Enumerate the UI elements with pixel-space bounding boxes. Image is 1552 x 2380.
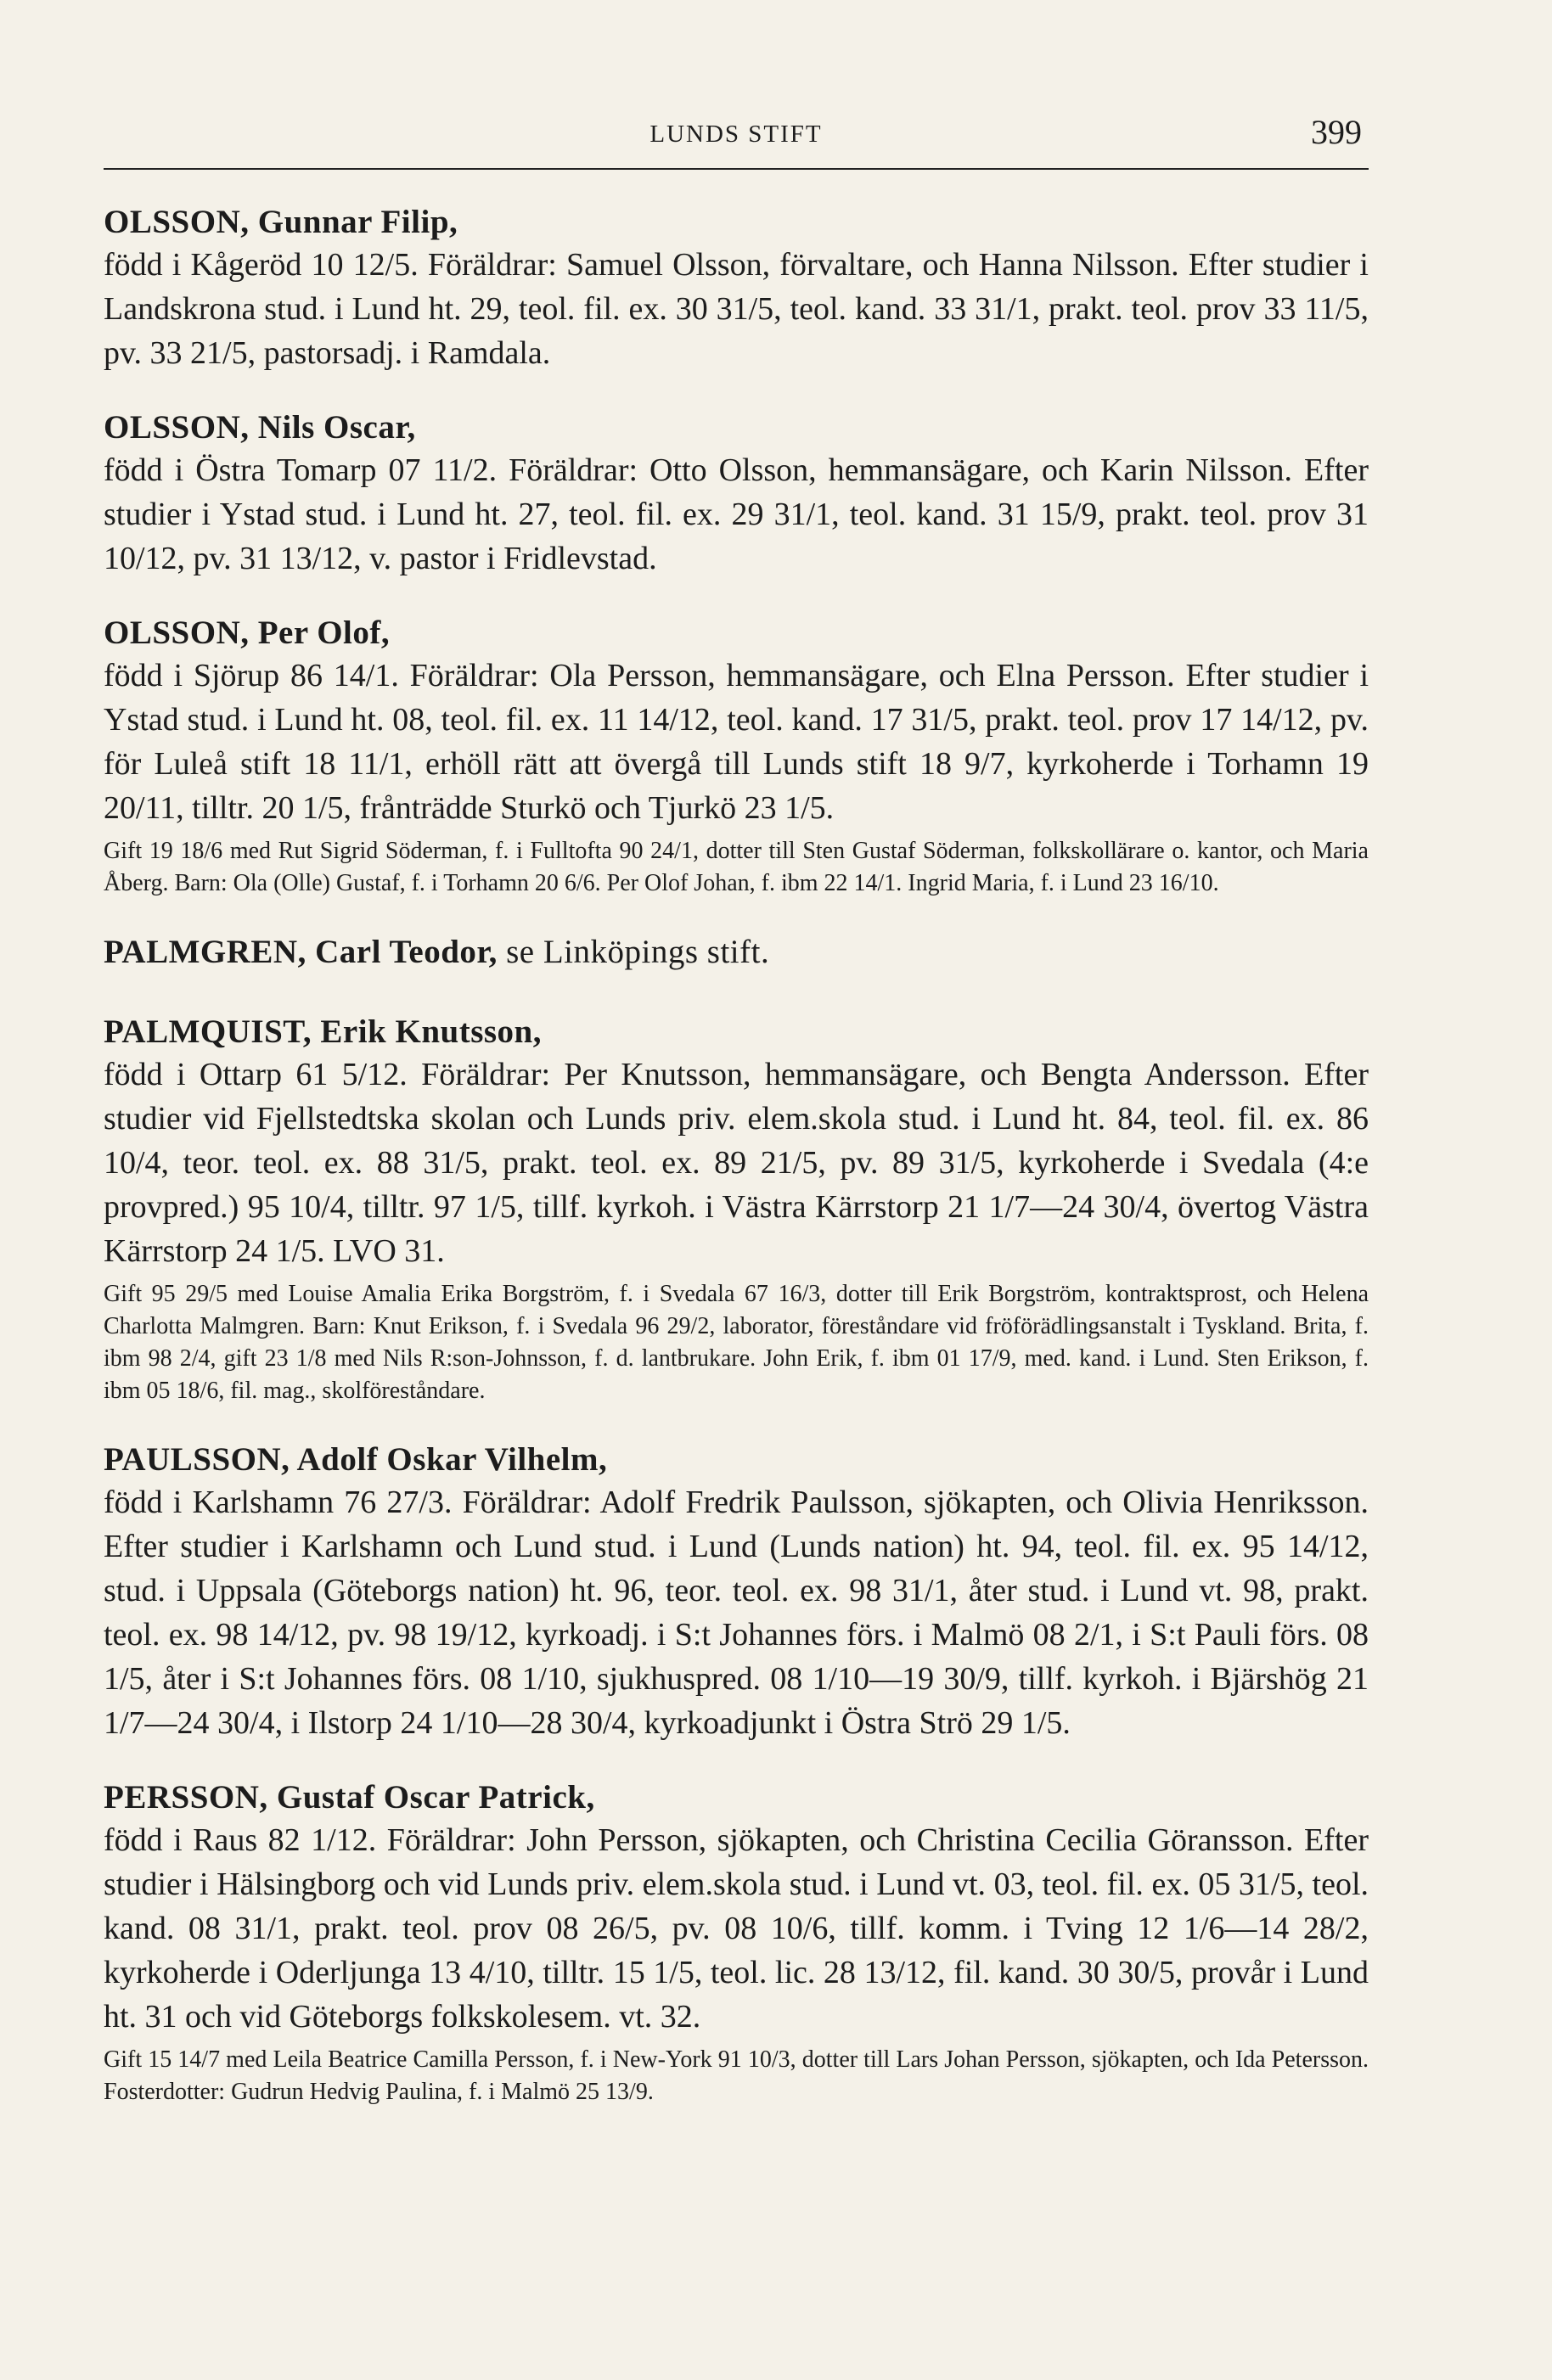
entry-name: OLSSON, Per Olof, [104,615,391,651]
entry-palmgren [104,932,1369,973]
entry-olsson-nils [104,407,1369,581]
entry-name-text: PALMGREN, Carl Teodor, [104,934,498,970]
entry-bio: född i Kågeröd 10 12/5. Föräldrar: Samuel Olsson, förvaltare, och Hanna Nilsson. Efter studier i Landskrona stud. i Lund ht. 29, teol. fil. ex. 30 31/5, teol. kand. 33 31/1, prakt. teol. prov 33 11/5, pv. 33 21/5, pastorsadj. i Ramdala. [104,247,1369,371]
entry-family: Gift 15 14/7 med Leila Beatrice Camilla Persson, f. i New-York 91 10/3, dotter till Lars Johan Persson, sjökapten, och Ida Petersson. Fosterdotter: Gudrun Hedvig Paulina, f. i Malmö 25 13/9. [104,2046,1369,2105]
entry-bio: född i Sjörup 86 14/1. Föräldrar: Ola Persson, hemmansägare, och Elna Persson. Efter studier i Ystad stud. i Lund ht. 08, teol. fil. ex. 11 14/12, teol. kand. 17 31/5, prakt. teol. prov 17 14/12, pv. för Luleå stift 18 11/1, erhöll rätt att övergå till Lunds stift 18 9/7, kyrkoherde i Torhamn 19 20/11, tilltr. 20 1/5, frånträdde Sturkö och Tjurkö 23 1/5. [104,658,1369,826]
entry-paulsson [104,1440,1369,1745]
entries-column [104,202,1369,2141]
entry-persson [104,1777,1369,2108]
entry-palmquist [104,1012,1369,1407]
entry-bio: född i Karlshamn 76 27/3. Föräldrar: Adolf Fredrik Paulsson, sjökapten, och Olivia Henriksson. Efter studier i Karlshamn och Lund stud. i Lund (Lunds nation) ht. 94, teol. fil. ex. 95 14/12, stud. i Uppsala (Göteborgs nation) ht. 96, teor. teol. ex. 98 31/1, åter stud. i Lund vt. 98, prakt. teol. ex. 98 14/12, pv. 98 19/12, kyrkoadj. i S:t Johannes förs. i Malmö 08 2/1, i S:t Pauli förs. 08 1/5, åter i S:t Johannes förs. 08 1/10, sjukhuspred. 08 1/10—19 30/9, tillf. kyrkoh. i Bjärshög 21 1/7—24 30/4, i Ilstorp 24 1/10—28 30/4, kyrkoadjunkt i Östra Strö 29 1/5. [104,1485,1369,1741]
entry-name: OLSSON, Nils Oscar, [104,409,416,446]
running-head-title: LUNDS STIFT [649,121,823,148]
entry-name: PAULSSON, Adolf Oskar Vilhelm, [104,1441,608,1478]
entry-olsson-per [104,613,1369,900]
entry-bio: född i Ottarp 61 5/12. Föräldrar: Per Knutsson, hemmansägare, och Bengta Andersson. Efter studier vid Fjellstedtska skolan och Lunds priv. elem.skola stud. i Lund ht. 84, teol. fil. ex. 86 10/4, teor. teol. ex. 88 31/5, prakt. teol. ex. 89 21/5, pv. 89 31/5, kyrkoherde i Svedala (4:e provpred.) 95 10/4, tilltr. 97 1/5, tillf. kyrkoh. i Västra Kärrstorp 21 1/7—24 30/4, övertog Västra Kärrstorp 24 1/5. LVO 31. [104,1057,1369,1269]
entry-bio: född i Östra Tomarp 07 11/2. Föräldrar: Otto Olsson, hemmansägare, och Karin Nilsson. Efter studier i Ystad stud. i Lund ht. 27, teol. fil. ex. 29 31/1, teol. kand. 31 15/9, prakt. teol. prov 31 10/12, pv. 31 13/12, v. pastor i Fridlevstad. [104,452,1369,576]
entry-family: Gift 19 18/6 med Rut Sigrid Söderman, f. i Fulltofta 90 24/1, dotter till Sten Gustaf Söderman, folkskollärare o. kantor, och Maria Åberg. Barn: Ola (Olle) Gustaf, f. i Torhamn 20 6/6. Per Olof Johan, f. ibm 22 14/1. Ingrid Maria, f. i Lund 23 16/10. [104,838,1369,896]
entry-name: PALMQUIST, Erik Knutsson, [104,1013,542,1050]
entry-name [104,932,1369,973]
entry-family: Gift 95 29/5 med Louise Amalia Erika Borgström, f. i Svedala 67 16/3, dotter till Erik Borgström, kontraktsprost, och Helena Charlotta Malmgren. Barn: Knut Erikson, f. i Svedala 96 29/2, laborator, föreståndare vid fröförädlingsanstalt i Tyskland. Brita, f. ibm 98 2/4, gift 23 1/8 med Nils R:son-Johnsson, f. d. lantbrukare. John Erik, f. ibm 01 17/9, med. kand. i Lund. Sten Erikson, f. ibm 05 18/6, fil. mag., skolföreståndare. [104,1281,1369,1404]
cross-reference: se Linköpings stift. [506,934,770,970]
entry-olsson-gunnar [104,202,1369,375]
running-head [104,113,1369,170]
page-number: 399 [1311,113,1362,151]
entry-name: PERSSON, Gustaf Oscar Patrick, [104,1779,595,1816]
entry-name: OLSSON, Gunnar Filip, [104,204,458,240]
entry-bio: född i Raus 82 1/12. Föräldrar: John Persson, sjökapten, och Christina Cecilia Göransson. Efter studier i Hälsingborg och vid Lunds priv. elem.skola stud. i Lund vt. 03, teol. fil. ex. 05 31/5, teol. kand. 08 31/1, prakt. teol. prov 08 26/5, pv. 08 10/6, tillf. komm. i Tving 12 1/6—14 28/2, kyrkoherde i Oderljunga 13 4/10, tilltr. 15 1/5, teol. lic. 28 13/12, fil. kand. 30 30/5, provår i Lund ht. 31 och vid Göteborgs folkskolesem. vt. 32. [104,1822,1369,2035]
